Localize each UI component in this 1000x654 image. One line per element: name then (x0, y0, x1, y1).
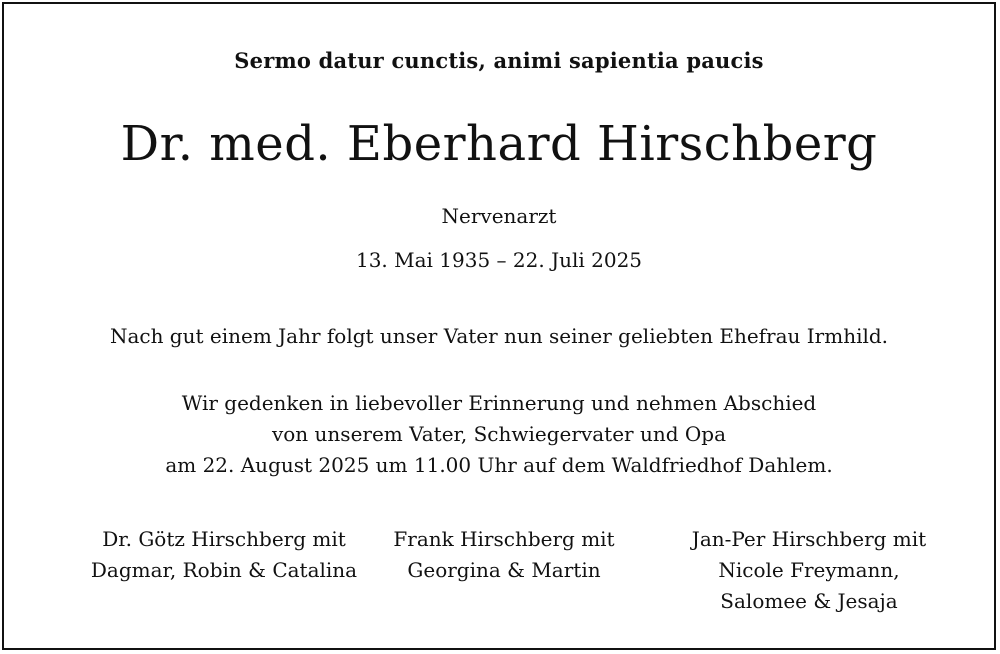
farewell-line: am 22. August 2025 um 11.00 Uhr auf dem Waldfriedhof Dahlem. (165, 453, 833, 477)
signer-group (344, 524, 664, 586)
signer-line: Salomee & Jesaja (720, 589, 898, 613)
farewell-line: von unserem Vater, Schwiegervater und Opa (271, 422, 727, 446)
signer-line: Georgina & Martin (407, 558, 601, 582)
farewell-line: Wir gedenken in liebevoller Erinnerung und nehmen Abschied (181, 391, 817, 415)
signer-line: Frank Hirschberg mit (393, 527, 615, 551)
obituary-notice (2, 2, 996, 650)
signer-line: Dagmar, Robin & Catalina (90, 558, 358, 582)
signer-line: Dr. Götz Hirschberg mit (102, 527, 346, 551)
memorial-message: Nach gut einem Jahr folgt unser Vater nun seiner geliebten Ehefrau Irmhild. (109, 324, 889, 348)
signer-line: Jan-Per Hirschberg mit (691, 527, 927, 551)
life-dates: 13. Mai 1935 – 22. Juli 2025 (355, 248, 643, 272)
signers-block (4, 524, 994, 624)
motto-text: Sermo datur cunctis, animi sapientia paucis (234, 48, 764, 73)
deceased-name: Dr. med. Eberhard Hirschberg (120, 116, 878, 172)
farewell-paragraph (4, 388, 994, 481)
signer-group (644, 524, 974, 617)
deceased-profession: Nervenarzt (441, 204, 557, 228)
signer-line: Nicole Freymann, (718, 558, 900, 582)
